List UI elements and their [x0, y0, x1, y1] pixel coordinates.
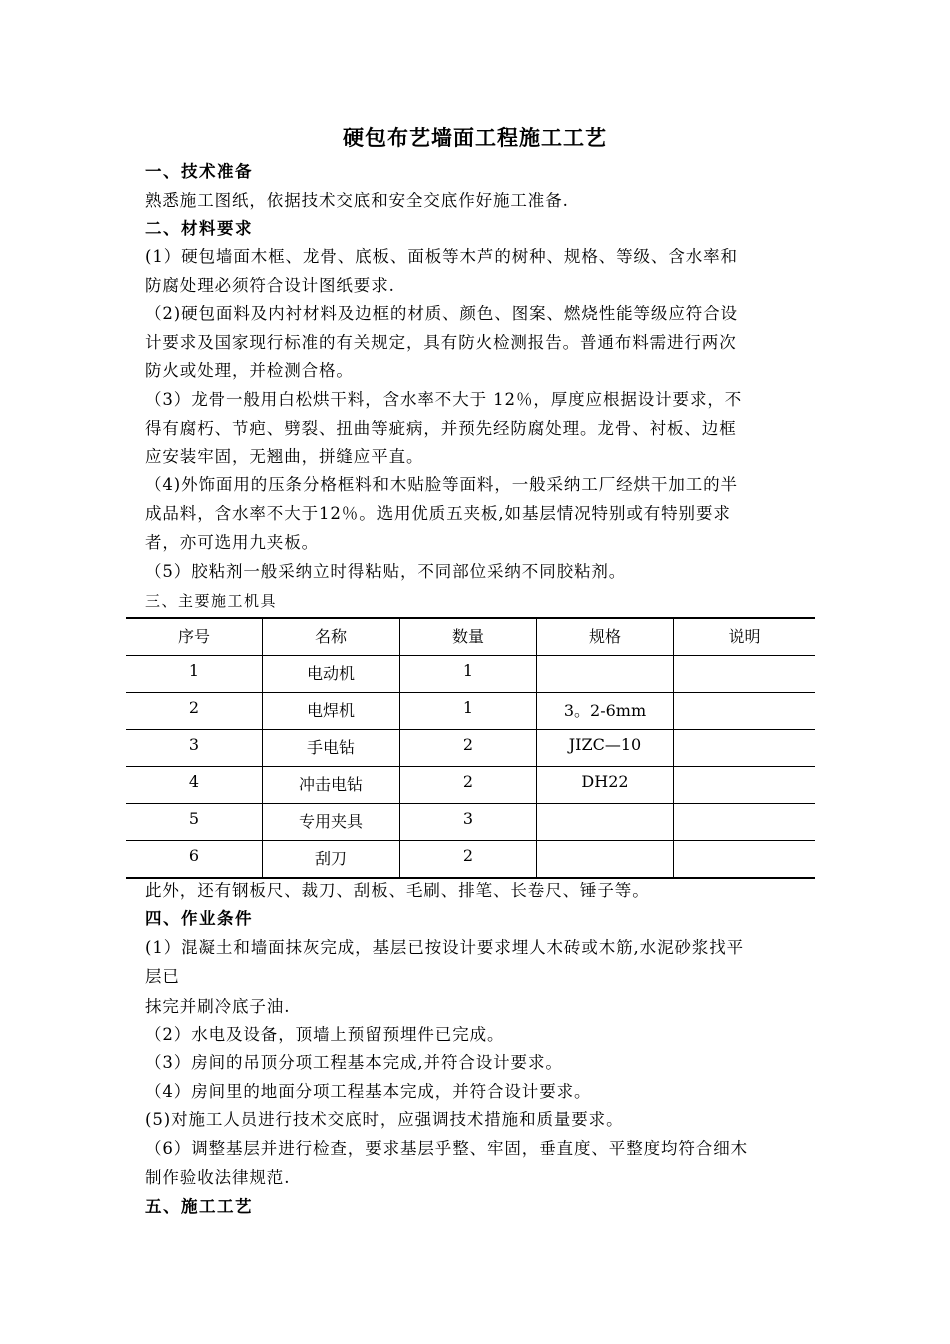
paragraph-line: （6）调整基层并进行检查，要求基层乎整、牢固，垂直度、平整度均符合细木	[145, 1139, 748, 1158]
cell-spec: DH22	[537, 767, 674, 804]
paragraph-line: 防腐处理必须符合设计图纸要求.	[145, 276, 395, 295]
cell-spec	[537, 841, 674, 879]
paragraph-line: （5）胶粘剂一般采纳立时得粘贴，不同部位采纳不同胶粘剂。	[145, 562, 627, 581]
cell-quantity: 2	[400, 841, 537, 879]
paragraph-line: (1）硬包墙面木框、龙骨、底板、面板等木芦的树种、规格、等级、含水率和	[145, 247, 738, 266]
section-heading-materials: 二、材料要求	[145, 219, 253, 238]
header-cell-name: 名称	[263, 618, 400, 656]
tools-table	[126, 617, 815, 879]
cell-quantity: 2	[400, 730, 537, 767]
cell-index: 1	[126, 656, 263, 693]
paragraph-line: 应安装牢固，无翘曲，拼缝应平直。	[145, 447, 424, 466]
paragraph-line: (5)对施工人员进行技术交底时，应强调技术措施和质量要求。	[145, 1110, 624, 1129]
cell-index: 2	[126, 693, 263, 730]
cell-index: 5	[126, 804, 263, 841]
paragraph-line: （4）房间里的地面分项工程基本完成，并符合设计要求。	[145, 1082, 592, 1101]
document-title: 硬包布艺墙面工程施工工艺	[343, 125, 607, 150]
paragraph-line: （2)硬包面料及内衬材料及边框的材质、颜色、图案、燃烧性能等级应符合设	[145, 304, 738, 323]
cell-index: 4	[126, 767, 263, 804]
cell-note	[674, 767, 816, 804]
cell-spec	[537, 804, 674, 841]
cell-quantity: 1	[400, 656, 537, 693]
table-row	[126, 767, 815, 804]
cell-spec: JIZC—10	[537, 730, 674, 767]
header-cell-index: 序号	[126, 618, 263, 656]
section-heading-tech-prep: 一、技术准备	[145, 162, 253, 181]
paragraph-tech-prep: 熟悉施工图纸，依据技术交底和安全交底作好施工准备.	[145, 191, 569, 210]
cell-name: 手电钻	[263, 730, 400, 767]
cell-name: 刮刀	[263, 841, 400, 879]
paragraph-line: （3）房间的吊顶分项工程基本完成,并符合设计要求。	[145, 1053, 563, 1072]
paragraph-line: 者，亦可选用九夹板。	[145, 533, 319, 552]
table-row	[126, 730, 815, 767]
paragraph-line: 计要求及国家现行标准的有关规定，具有防火检测报告。普通布料需进行两次	[145, 333, 737, 352]
section-heading-tools: 三、主要施工机具	[145, 592, 278, 610]
paragraph-line: (1）混凝土和墙面抹灰完成，基层已按设计要求埋人木砖或木筋,水泥砂浆找平	[145, 938, 745, 957]
table-row	[126, 804, 815, 841]
cell-name: 专用夹具	[263, 804, 400, 841]
cell-name: 冲击电钻	[263, 767, 400, 804]
header-cell-note: 说明	[674, 618, 816, 656]
cell-index: 6	[126, 841, 263, 879]
paragraph-line: 抹完并刷冷底子油.	[145, 997, 291, 1016]
paragraph-line: 成品料，含水率不大于12％。选用优质五夹板,如基层情况特别或有特别要求	[145, 504, 731, 523]
cell-note	[674, 693, 816, 730]
paragraph-line: （2）水电及设备，顶墙上预留预埋件已完成。	[145, 1025, 505, 1044]
table-header-row	[126, 618, 815, 656]
paragraph-line: 得有腐朽、节疤、劈裂、扭曲等疵病，并预先经防腐处理。龙骨、衬板、边框	[145, 419, 737, 438]
cell-index: 3	[126, 730, 263, 767]
section-heading-conditions: 四、作业条件	[145, 909, 253, 928]
header-cell-spec: 规格	[537, 618, 674, 656]
cell-note	[674, 656, 816, 693]
paragraph-line: 制作验收法律规范.	[145, 1168, 291, 1187]
cell-note	[674, 804, 816, 841]
cell-note	[674, 841, 816, 879]
paragraph-line: （4)外饰面用的压条分格框料和木贴脸等面料，一般采纳工厂经烘干加工的半	[145, 475, 738, 494]
paragraph-line: 防火或处理，并检测合格。	[145, 361, 354, 380]
table-row	[126, 693, 815, 730]
cell-quantity: 1	[400, 693, 537, 730]
paragraph-tools-extra: 此外，还有钢板尺、裁刀、刮板、毛刷、排笔、长卷尺、锤子等。	[145, 881, 650, 900]
paragraph-line: （3）龙骨一般用白松烘干料，含水率不大于 12％，厚度应根据设计要求，不	[145, 390, 743, 409]
cell-quantity: 3	[400, 804, 537, 841]
cell-name: 电动机	[263, 656, 400, 693]
paragraph-line: 层已	[145, 967, 180, 986]
header-cell-quantity: 数量	[400, 618, 537, 656]
table-row	[126, 656, 815, 693]
cell-quantity: 2	[400, 767, 537, 804]
cell-spec: 3。2-6mm	[537, 693, 674, 730]
table-row	[126, 841, 815, 879]
section-heading-process: 五、施工工艺	[145, 1197, 253, 1216]
cell-name: 电焊机	[263, 693, 400, 730]
cell-note	[674, 730, 816, 767]
cell-spec	[537, 656, 674, 693]
